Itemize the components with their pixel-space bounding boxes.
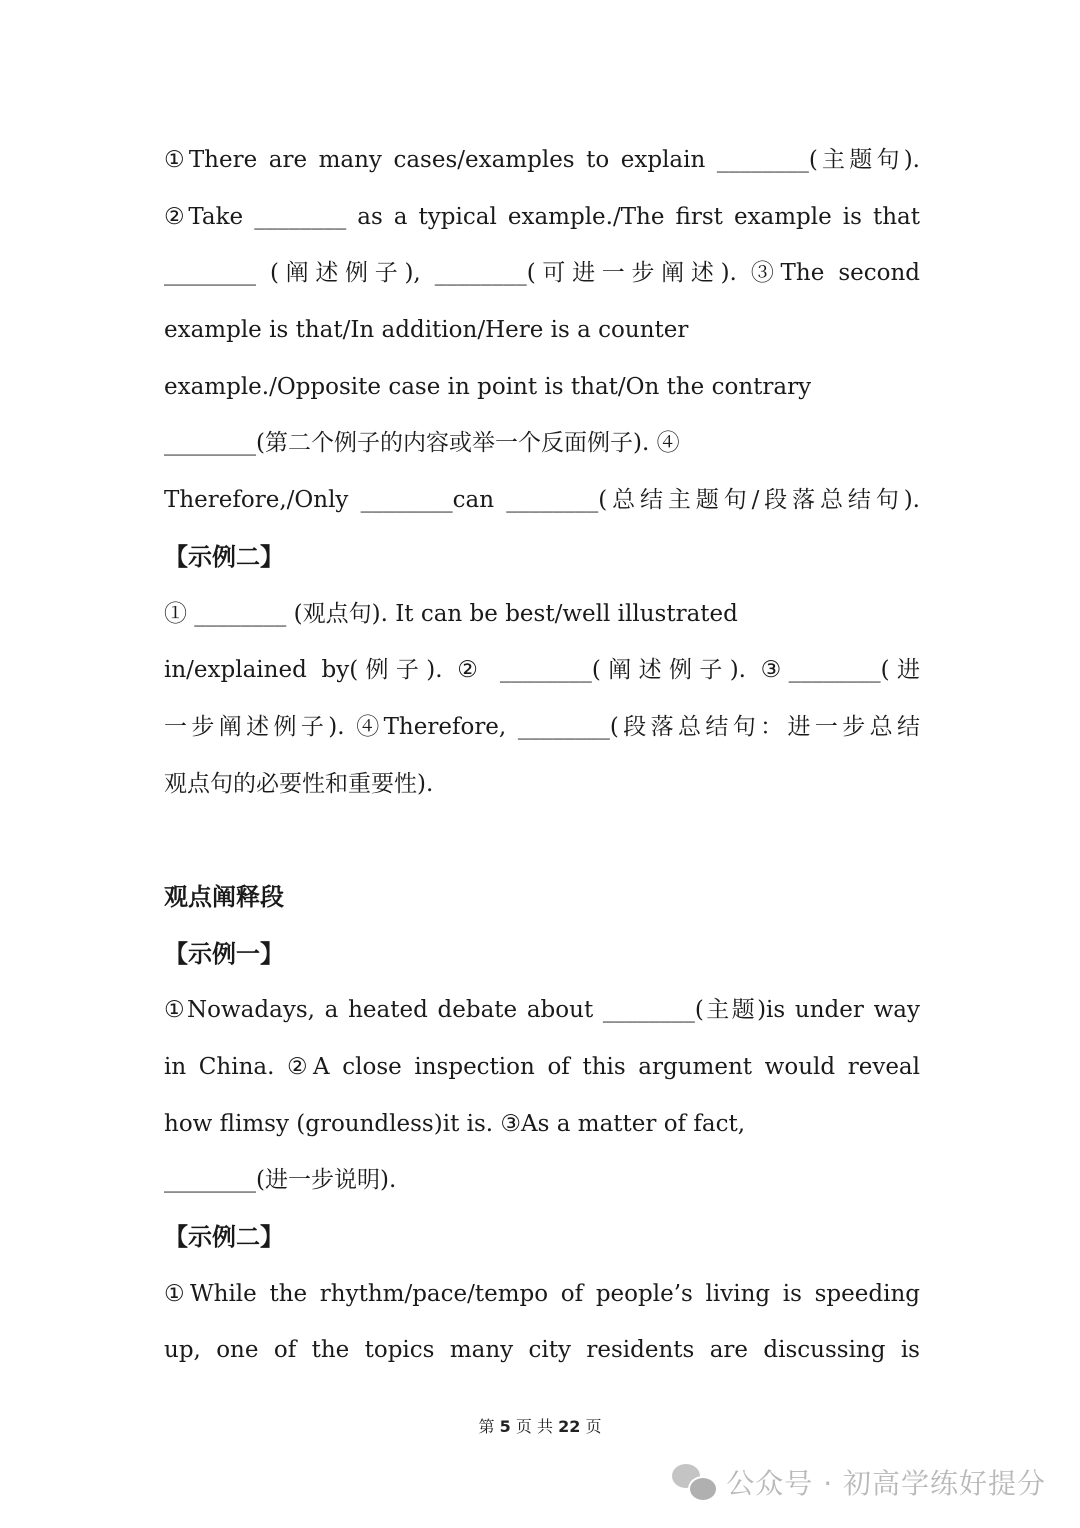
page-number: 5 xyxy=(499,1417,511,1436)
footer-prefix: 第 xyxy=(478,1417,495,1436)
text-line: ②Take ________ as a typical example./The first example is that xyxy=(164,203,920,230)
watermark-text: 公众号 · 初高学练好提分 xyxy=(726,1467,1046,1500)
footer-suffix: 页 xyxy=(585,1417,602,1436)
text-line: Therefore,/Only ________can ________(总结主题句/段落总结句). xyxy=(164,487,920,514)
text-line: how flimsy (groundless)it is. ③As a matter of fact, xyxy=(164,1110,746,1137)
footer-middle: 页 共 xyxy=(515,1417,553,1436)
text-line: in China. ②A close inspection of this argument would reveal xyxy=(164,1054,920,1080)
text-line: ①Nowadays, a heated debate about ________(主题)is under way xyxy=(164,997,920,1024)
page-total: 22 xyxy=(558,1417,581,1436)
document-body xyxy=(164,132,920,1379)
section-label: 【示例二】 xyxy=(164,542,284,571)
text-line: example is that/In addition/Here is a counter xyxy=(164,317,689,344)
text-line: 一步阐述例子). ④Therefore, ________(段落总结句：进一步总结 xyxy=(164,713,920,740)
section-title: 观点阐释段 xyxy=(164,882,284,911)
text-line: 观点句的必要性和重要性). xyxy=(164,770,434,797)
section-label: 【示例二】 xyxy=(164,1223,284,1252)
text-line: ①There are many cases/examples to explain ________(主题句). xyxy=(164,147,920,173)
text-line: in/explained by(例子). ② ________(阐述例子). ③________(进 xyxy=(164,657,920,684)
page-footer xyxy=(0,1414,1080,1437)
wechat-icon xyxy=(672,1462,716,1502)
blank-line xyxy=(164,812,920,869)
text-line: example./Opposite case in point is that/On the contrary xyxy=(164,373,812,400)
text-line: ①While the rhythm/pace/tempo of people’s living is speeding xyxy=(164,1280,920,1307)
text-line: ________(第二个例子的内容或举一个反面例子). ④ xyxy=(164,430,680,457)
text-line: up, one of the topics many city residents are discussing is xyxy=(164,1337,920,1364)
watermark xyxy=(672,1462,1046,1502)
text-line: ________ (阐述例子), ________(可进一步阐述). ③The second xyxy=(164,260,920,287)
text-line: ① ________ (观点句). It can be best/well illustrated xyxy=(164,600,738,627)
section-label: 【示例一】 xyxy=(164,939,284,968)
text-line: ________(进一步说明). xyxy=(164,1167,397,1194)
